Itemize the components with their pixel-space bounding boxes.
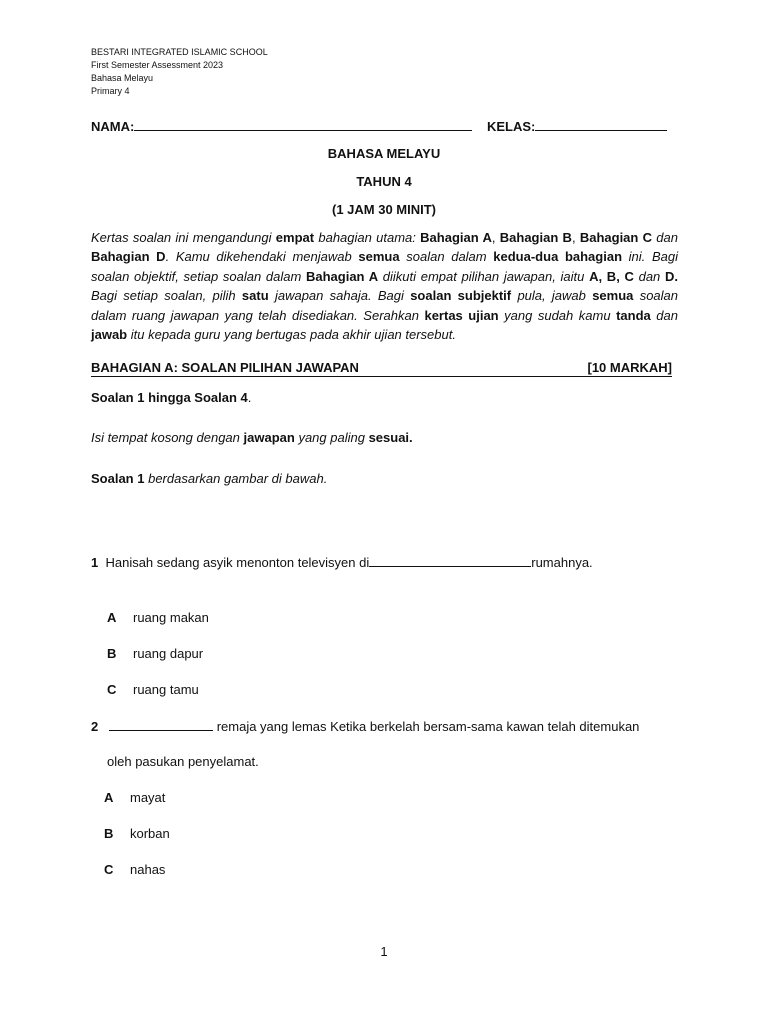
school-name: BESTARI INTEGRATED ISLAMIC SCHOOL [91, 47, 268, 57]
intro-paragraph: Kertas soalan ini mengandungi empat bahagian utama: Bahagian A, Bahagian B, Bahagian C dan Bahagian D. Kamu dikehendaki menjawab semua soalan dalam kedua-dua bahagian ini. Bagi soalan objektif, setiap soalan dalam Bahagian A diikuti empat pilihan jawapan, iaitu A, B, C dan D. Bagi setiap soalan, pilih satu jawapan sahaja. Bagi soalan subjektif pula, jawab semua soalan dalam ruang jawapan yang telah disediakan. Serahkan kertas ujian yang sudah kamu tanda dan jawab itu kepada guru yang bertugas pada akhir ujian tersebut. [91, 230, 678, 343]
question-1-blank [369, 554, 531, 567]
question-2-text-line1: remaja yang lemas Ketika berkelah bersam-sama kawan telah ditemukan [216, 719, 640, 734]
name-row [91, 118, 472, 134]
question-1 [91, 554, 593, 570]
name-label: NAMA: [91, 119, 135, 134]
question-2-blank [109, 718, 213, 731]
name-blank [134, 118, 472, 131]
page-number: 1 [380, 944, 388, 959]
section-a-instruction: Isi tempat kosong dengan jawapan yang paling sesuai. [91, 430, 413, 445]
question-1-text-after: rumahnya. [531, 555, 593, 570]
section-a-header [91, 360, 672, 377]
title-duration: (1 JAM 30 MINIT) [331, 202, 436, 217]
level-name: Primary 4 [91, 86, 130, 96]
question-2-option-b[interactable]: B korban [104, 826, 170, 841]
question-1-option-b[interactable]: B ruang dapur [107, 646, 204, 661]
section-a-range: Soalan 1 hingga Soalan 4. [91, 390, 252, 405]
question-2-text-line2: oleh pasukan penyelamat. [107, 754, 259, 769]
question-1-text-before: Hanisah sedang asyik menonton televisyen di [105, 555, 370, 570]
section-a-marks: [10 MARKAH] [587, 360, 672, 375]
question-1-option-c[interactable]: C ruang tamu [107, 682, 199, 697]
subject-name: Bahasa Melayu [91, 73, 154, 83]
section-a-title: BAHAGIAN A: SOALAN PILIHAN JAWAPAN [91, 360, 359, 375]
title-subject: BAHASA MELAYU [327, 146, 441, 161]
question-2-option-a[interactable]: A mayat [104, 790, 166, 805]
question-1-option-a[interactable]: A ruang makan [107, 610, 209, 625]
question-2 [91, 718, 639, 734]
question-1-reference: Soalan 1 berdasarkan gambar di bawah. [91, 471, 328, 486]
question-2-number: 2 [91, 719, 99, 734]
class-blank [535, 118, 667, 131]
title-year: TAHUN 4 [356, 174, 412, 189]
assessment-name: First Semester Assessment 2023 [91, 60, 224, 70]
class-row [487, 118, 667, 134]
question-2-option-c[interactable]: C nahas [104, 862, 166, 877]
class-label: KELAS: [487, 119, 536, 134]
question-1-number: 1 [91, 555, 99, 570]
